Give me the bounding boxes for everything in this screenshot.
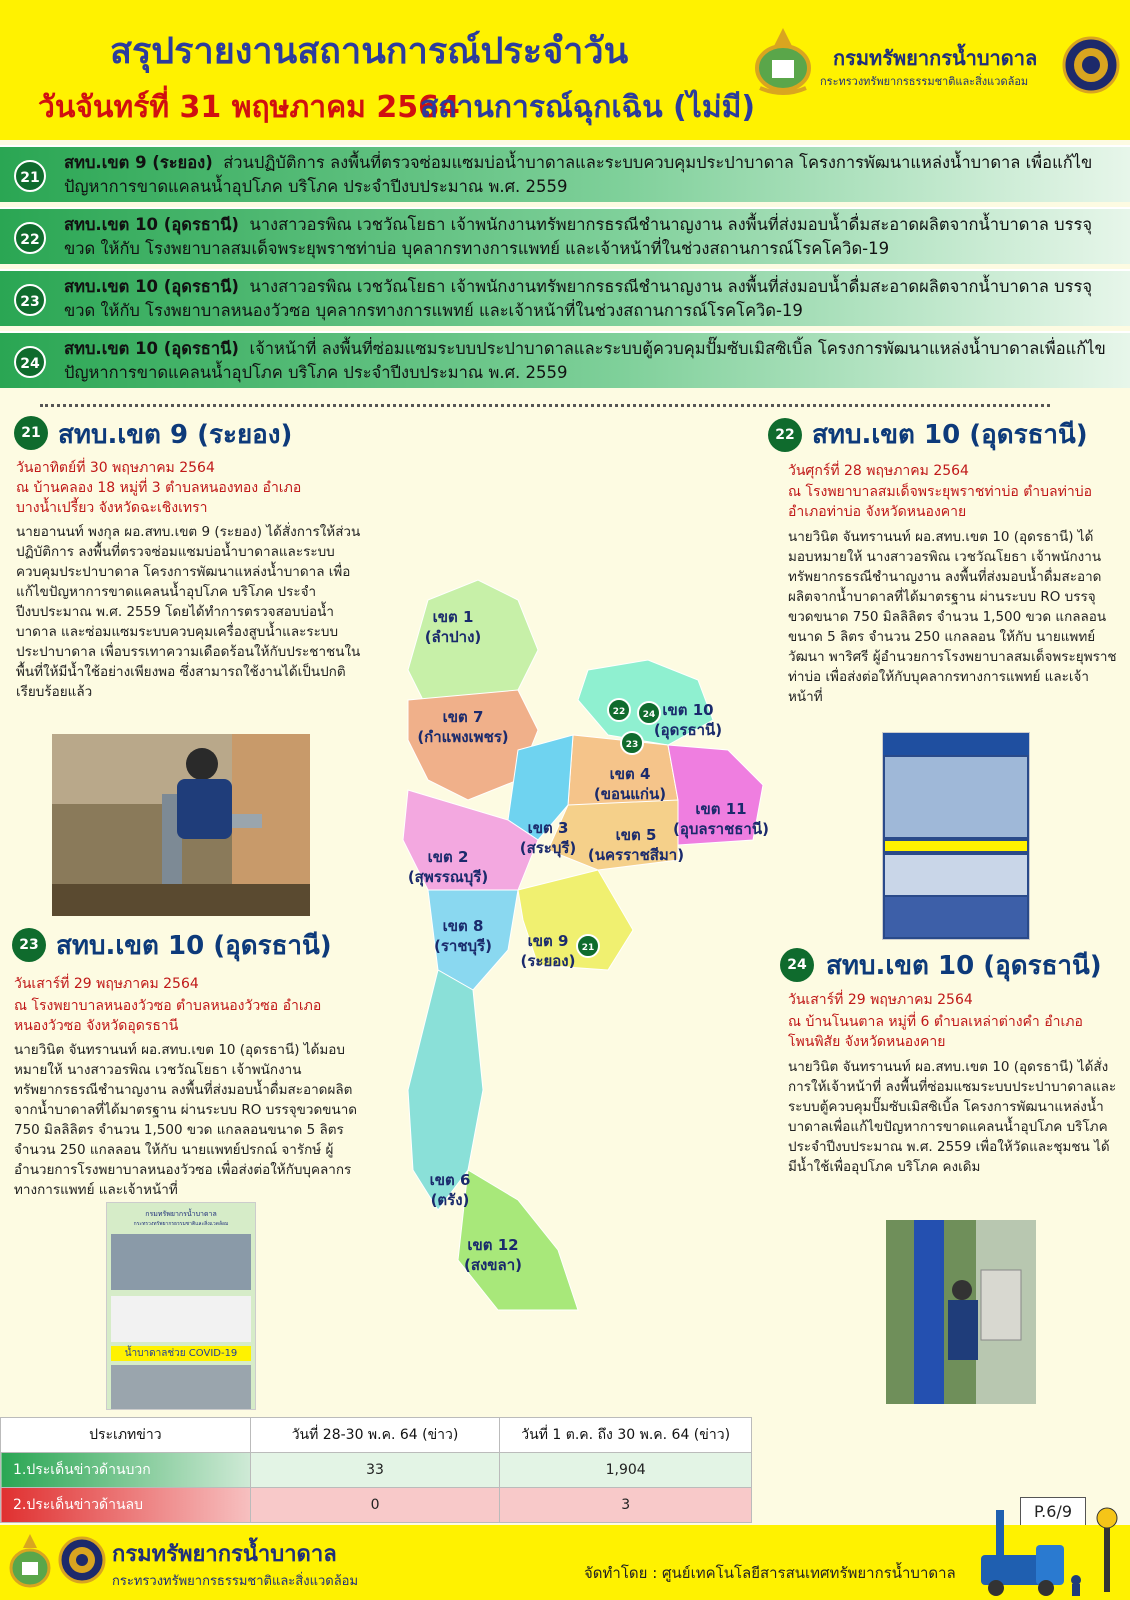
region-sublabel: (นครราชสีมา) xyxy=(587,846,685,864)
news-banner-21 xyxy=(0,145,1130,202)
table-row-positive xyxy=(1,1453,752,1488)
donation-poster-23 xyxy=(106,1202,256,1410)
poster-photo xyxy=(111,1234,251,1290)
section-number: 21 xyxy=(14,416,48,450)
header-ministry: กระทรวงทรัพยากรธรรมชาติและสิ่งแวดล้อม xyxy=(820,75,1029,88)
region-label: เขต 8 xyxy=(442,917,484,935)
section-location: ณ โรงพยาบาลหนองวัวซอ ตำบลหนองวัวซอ อำเภอหนองวัวซอ จังหวัดอุดรธานี xyxy=(14,998,322,1034)
region-sublabel: (ราชบุรี) xyxy=(434,937,492,955)
row-value-total: 3 xyxy=(500,1488,752,1523)
section-title: สทบ.เขต 9 (ระยอง) xyxy=(58,420,293,450)
table-header: วันที่ 28-30 พ.ค. 64 (ข่าว) xyxy=(250,1418,500,1453)
banner-number: 24 xyxy=(14,346,46,378)
region-sublabel: (สงขลา) xyxy=(463,1256,523,1274)
row-value-total: 1,904 xyxy=(500,1453,752,1488)
svg-text:21: 21 xyxy=(581,943,595,953)
region-sublabel: (สุพรรณบุรี) xyxy=(407,868,489,886)
region-sublabel: (อุบลราชธานี) xyxy=(673,820,769,838)
section-body: นายวินิต จันทรานนท์ ผอ.สทบ.เขต 10 (อุดรธานี) ได้มอบหมายให้ นางสาวอรพิณ เวชวัณโยธา เจ้าพนักงานทรัพยากรธรณีชำนาญงาน ลงพื้นที่ส่งมอบน้ำดื่มสะอาดผลิตจากน้ำบาดาลที่ได้มาตรฐาน ผ่านระบบ RO บรรจุขวดขนาด 750 มิลลิลิตร จำนวน 1,500 ขวด แกลลอนขนาด 5 ลิตร จำนวน 250 แกลลอน ให้กับ นายแพทย์ปรกณ์ จารักษ์ ผู้อำนวยการโรงพยาบาลหนองวัวซอ เพื่อส่งต่อให้กับบุคลากรทางการแพทย์ และเจ้าหน้าที่ xyxy=(14,1042,358,1198)
news-stats-table xyxy=(0,1417,752,1523)
region-label: เขต 3 xyxy=(527,819,569,837)
section-title: สทบ.เขต 10 (อุดรธานี) xyxy=(826,951,1102,981)
section-divider xyxy=(40,404,1050,407)
banner-text xyxy=(64,275,1119,323)
section-location: ณ โรงพยาบาลสมเด็จพระยุพราชท่าบ่อ ตำบลท่าบ่อ อำเภอท่าบ่อ จังหวัดหนองคาย xyxy=(788,484,1093,520)
table-header: ประเภทข่าว xyxy=(1,1418,251,1453)
drilling-truck-icon xyxy=(976,1500,1126,1598)
region-label: เขต 7 xyxy=(442,708,484,726)
svg-text:23: 23 xyxy=(625,740,639,750)
table-header: วันที่ 1 ต.ค. ถึง 30 พ.ค. 64 (ข่าว) xyxy=(500,1418,752,1453)
news-banner-24 xyxy=(0,331,1130,388)
donation-poster-22 xyxy=(882,732,1030,940)
banner-number: 21 xyxy=(14,160,46,192)
poster-banner: น้ำบาดาลช่วย COVID-19 xyxy=(111,1346,251,1361)
footer-ministry-seal-icon xyxy=(58,1536,106,1584)
poster-photo-2 xyxy=(885,855,1027,895)
map-marker-22 xyxy=(608,699,630,721)
banner-text xyxy=(64,213,1119,261)
svg-text:22: 22 xyxy=(612,707,626,717)
region-sublabel: (ลำปาง) xyxy=(424,628,482,646)
region-sublabel: (สระบุรี) xyxy=(519,839,577,857)
footer-dept-name: กรมทรัพยากรน้ำบาดาล xyxy=(112,1542,337,1567)
svg-text:24: 24 xyxy=(642,710,656,720)
footer-made-by: จัดทำโดย : ศูนย์เทคโนโลยีสารสนเทศทรัพยากรน้ำบาดาล xyxy=(584,1564,956,1582)
region-label: เขต 5 xyxy=(615,826,657,844)
footer-ministry: กระทรวงทรัพยากรธรรมชาติและสิ่งแวดล้อม xyxy=(112,1574,359,1589)
row-label: 2.ประเด็นข่าวด้านลบ xyxy=(1,1488,251,1523)
section-body: นายอานนท์ พงกุล ผอ.สทบ.เขต 9 (ระยอง) ได้สั่งการให้ส่วนปฏิบัติการ ลงพื้นที่ตรวจซ่อมแซมบ่อน้ำบาดาลและระบบควบคุมประปาบาดาล โครงการพัฒนาแหล่งน้ำบาดาล เพื่อแก้ไขปัญหาการขาดแคลนน้ำอุปโภค บริโภค ประจำปีงบประมาณ พ.ศ. 2559 โดยได้ทำการตรวจสอบบ่อน้ำบาดาล และซ่อมแซมระบบควบคุมเครื่องสูบน้ำและระบบประปาบาดาล เพื่อบรรเทาความเดือดร้อนให้กับประชาชนในพื้นที่ให้มีน้ำใช้อย่างเพียงพอ ซึ่งสามารถใช้งานได้เป็นปกติเรียบร้อยแล้ว xyxy=(16,524,361,700)
header-dept-name: กรมทรัพยากรน้ำบาดาล xyxy=(833,46,1038,70)
banner-desc: ส่วนปฏิบัติการ ลงพื้นที่ตรวจซ่อมแซมบ่อน้ำบาดาลและระบบควบคุมประปาบาดาล โครงการพัฒนาแหล่งน้ำบาดาล เพื่อแก้ไขปัญหาการขาดแคลนน้ำอุปโภค บริโภค ประจำปีงบประมาณ พ.ศ. 2559 xyxy=(64,153,1093,196)
region-label: เขต 10 xyxy=(662,701,714,719)
region-label: เขต 12 xyxy=(467,1236,519,1254)
repair-photo xyxy=(52,734,310,916)
banner-office: สทบ.เขต 10 (อุดรธานี) xyxy=(64,215,239,234)
section-date: วันอาทิตย์ที่ 30 พฤษภาคม 2564 xyxy=(16,460,215,476)
section-date: วันเสาร์ที่ 29 พฤษภาคม 2564 xyxy=(788,992,973,1008)
region-label: เขต 6 xyxy=(429,1171,471,1189)
emergency-status: สถานการณ์ฉุกเฉิน (ไม่มี) xyxy=(420,90,756,125)
region-label: เขต 4 xyxy=(609,765,651,783)
banner-text xyxy=(64,337,1119,385)
region-label: เขต 1 xyxy=(432,608,474,626)
news-banner-22 xyxy=(0,207,1130,264)
section-title: สทบ.เขต 10 (อุดรธานี) xyxy=(56,931,332,961)
section-date: วันศุกร์ที่ 28 พฤษภาคม 2564 xyxy=(788,463,969,479)
poster-photo xyxy=(885,757,1027,837)
banner-desc: เจ้าหน้าที่ ลงพื้นที่ซ่อมแซมระบบประปาบาดาลและระบบตู้ควบคุมปั๊มซับเมิสซิเบิ้ล โครงการพัฒนาแหล่งน้ำบาดาลเพื่อแก้ไข ปัญหาการขาดแคลนน้ำอุปโภค บริโภค ประจำปีงบประมาณ พ.ศ. 2559 xyxy=(64,339,1106,382)
region-label: เขต 11 xyxy=(695,800,747,818)
table-header-row xyxy=(1,1418,752,1453)
page-number: P.6/9 xyxy=(1020,1497,1086,1527)
ministry-seal-icon xyxy=(1062,36,1120,94)
section-body: นายวินิต จันทรานนท์ ผอ.สทบ.เขต 10 (อุดรธานี) ได้สั่งการให้เจ้าหน้าที่ ลงพื้นที่ซ่อมแซมระบบประปาบาดาลและระบบตู้ควบคุมปั๊มซับเมิสซิเบิ้ล โครงการพัฒนาแหล่งน้ำบาดาลเพื่อแก้ไขปัญหาการขาดแคลนน้ำอุปโภค บริโภค ประจำปีงบประมาณ พ.ศ. 2559 เพื่อให้วัดและชุมชน ได้มีน้ำใช้เพื่ออุปโภค บริโภค คงเดิม xyxy=(788,1059,1117,1175)
row-value-period: 33 xyxy=(250,1453,500,1488)
map-marker-21 xyxy=(577,935,599,957)
map-marker-24 xyxy=(638,702,660,724)
section-title: สทบ.เขต 10 (อุดรธานี) xyxy=(812,420,1088,450)
map-marker-23 xyxy=(621,732,643,754)
section-date: วันเสาร์ที่ 29 พฤษภาคม 2564 xyxy=(14,976,199,992)
banner-text xyxy=(64,151,1119,199)
poster-photo-2 xyxy=(111,1365,251,1409)
footer-dept-logo-icon xyxy=(8,1532,52,1592)
section-location: ณ บ้านคลอง 18 หมู่ที่ 3 ตำบลหนองทอง อำเภอบางน้ำเปรี้ยว จังหวัดฉะเชิงเทรา xyxy=(16,480,302,516)
dept-logo-icon xyxy=(752,26,814,96)
banner-office: สทบ.เขต 9 (ระยอง) xyxy=(64,153,213,172)
poster-text-area xyxy=(111,1296,251,1342)
thailand-region-map xyxy=(368,570,798,1330)
section-body: นายวินิต จันทรานนท์ ผอ.สทบ.เขต 10 (อุดรธานี) ได้มอบหมายให้ นางสาวอรพิณ เวชวัณโยธา เจ้าพนักงานทรัพยากรธรณีชำนาญงาน ลงพื้นที่ส่งมอบน้ำดื่มสะอาดผลิตจากน้ำบาดาลที่ได้มาตรฐาน ผ่านระบบ RO บรรจุขวดขนาด 750 มิลลิลิตร จำนวน 1,500 ขวด แกลลอนขนาด 5 ลิตร จำนวน 250 แกลลอน ให้กับ นายแพทย์วัฒนา พาริศรี ผู้อำนวยการโรงพยาบาลสมเด็จพระยุพราชท่าบ่อ เพื่อส่งต่อให้กับบุคลากรทางการแพทย์ และเจ้าหน้าที่ xyxy=(788,529,1117,705)
section-number: 23 xyxy=(12,928,46,962)
banner-office: สทบ.เขต 10 (อุดรธานี) xyxy=(64,339,239,358)
banner-desc: นางสาวอรพิณ เวชวัณโยธา เจ้าพนักงานทรัพยากรธรณีชำนาญงาน ลงพื้นที่ส่งมอบน้ำดื่มสะอาดผลิตจากน้ำบาดาล บรรจุขวด ให้กับ โรงพยาบาลหนองวัวซอ บุคลากรทางการแพทย์ และเจ้าหน้าที่ในช่วงสถานการณ์โรคโควิด-19 xyxy=(64,277,1092,320)
region-sublabel: (กำแพงเพชร) xyxy=(417,728,509,746)
poster-text-area xyxy=(885,897,1027,937)
pump-repair-photo xyxy=(886,1220,1036,1404)
poster-header xyxy=(883,733,1029,755)
news-banner-23 xyxy=(0,269,1130,326)
region-sublabel: (ขอนแก่น) xyxy=(593,785,667,803)
section-number: 22 xyxy=(768,418,802,452)
poster-ministry: กระทรวงทรัพยากรธรรมชาติและสิ่งแวดล้อม xyxy=(133,1221,229,1227)
region-sublabel: (ระยอง) xyxy=(520,952,576,970)
section-location: ณ บ้านโนนตาล หมู่ที่ 6 ตำบลเหล่าต่างคำ อำเภอโพนพิสัย จังหวัดหนองคาย xyxy=(788,1014,1083,1050)
banner-number: 22 xyxy=(14,222,46,254)
table-row-negative xyxy=(1,1488,752,1523)
region-label: เขต 9 xyxy=(527,932,569,950)
report-date: วันจันทร์ที่ 31 พฤษภาคม 2564 xyxy=(38,90,460,125)
page-title: สรุปรายงานสถานการณ์ประจำวัน xyxy=(110,31,629,72)
row-value-period: 0 xyxy=(250,1488,500,1523)
row-label: 1.ประเด็นข่าวด้านบวก xyxy=(1,1453,251,1488)
region-sublabel: (อุดรธานี) xyxy=(653,721,723,739)
banner-desc: นางสาวอรพิณ เวชวัณโยธา เจ้าพนักงานทรัพยากรธรณีชำนาญงาน ลงพื้นที่ส่งมอบน้ำดื่มสะอาดผลิตจากน้ำบาดาล บรรจุขวด ให้กับ โรงพยาบาลสมเด็จพระยุพราชท่าบ่อ บุคลากรทางการแพทย์ และเจ้าหน้าที่ในช่วงสถานการณ์โรคโควิด-19 xyxy=(64,215,1092,258)
poster-dept: กรมทรัพยากรน้ำบาดาล xyxy=(145,1210,217,1218)
region-sublabel: (ตรัง) xyxy=(430,1191,470,1209)
region-label: เขต 2 xyxy=(427,848,469,866)
section-number: 24 xyxy=(780,948,814,982)
poster-banner-strip xyxy=(885,841,1027,851)
banner-office: สทบ.เขต 10 (อุดรธานี) xyxy=(64,277,239,296)
banner-number: 23 xyxy=(14,284,46,316)
